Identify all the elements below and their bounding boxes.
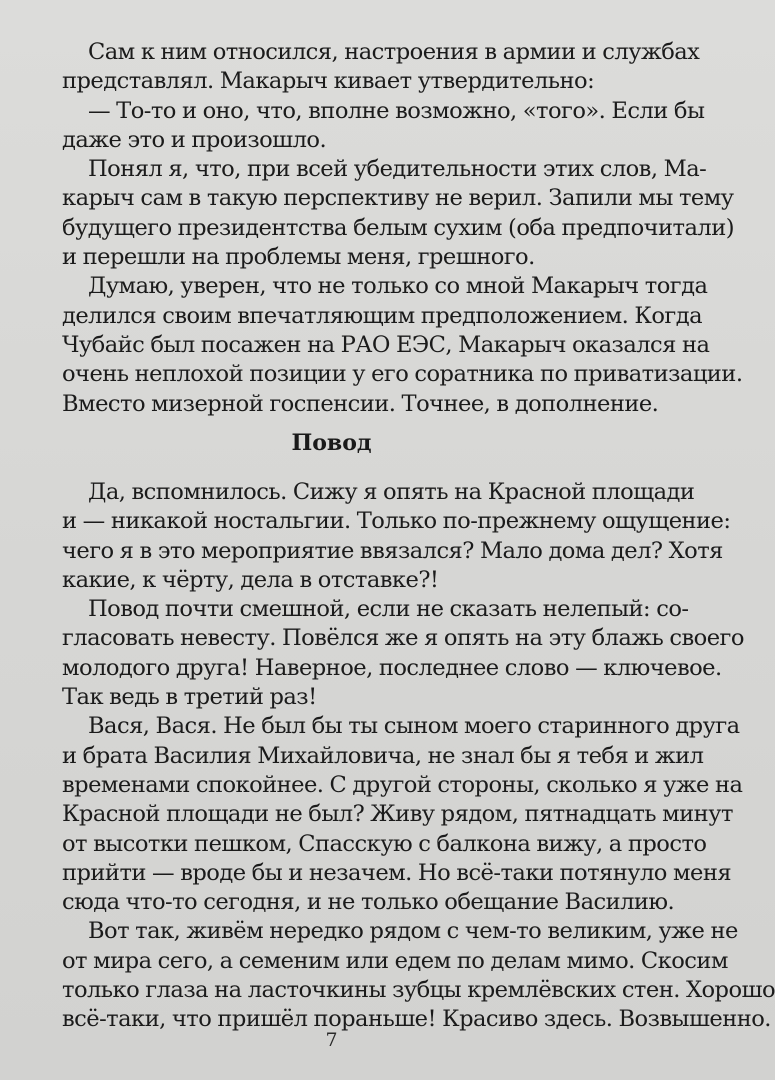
text-line: молодого друга! Наверное, последнее слово — ключевое. — [62, 654, 722, 681]
text-line: какие, к чёрту, дела в отставке?! — [62, 566, 439, 593]
section-heading: Повод — [291, 430, 372, 456]
text-line: и перешли на проблемы меня, грешного. — [62, 244, 535, 271]
text-line: очень неплохой позиции у его соратника по приватизации. — [62, 361, 743, 388]
text-line: прийти — вроде бы и незачем. Но всё-таки потянуло меня — [62, 859, 732, 886]
text-line: — То-то и оно, что, вполне возможно, «того». Если бы — [88, 97, 705, 124]
paragraph — [62, 38, 700, 97]
text-line: представлял. Макарыч кивает утвердительно: — [62, 68, 595, 95]
text-line: Вот так, живём нередко рядом с чем-то великим, уже не — [88, 918, 738, 945]
text-line: только глаза на ласточкины зубцы кремлёвских стен. Хорошо — [62, 977, 775, 1004]
text-line: карыч сам в такую перспективу не верил. Запили мы тему — [62, 185, 734, 212]
text-line: Думаю, уверен, что не только со мной Макарыч тогда — [88, 273, 708, 300]
text-line: Повод почти смешной, если не сказать нелепый: со- — [88, 596, 689, 623]
paragraph — [62, 272, 743, 418]
text-line: от мира сего, а семеним или едем по делам мимо. Скосим — [62, 947, 728, 974]
text-line: Понял я, что, при всей убедительности этих слов, Ма- — [88, 156, 707, 183]
page-number: 7 — [325, 1029, 338, 1051]
text-line: Так ведь в третий раз! — [62, 684, 317, 711]
text-line: Чубайс был посажен на РАО ЕЭС, Макарыч оказался на — [62, 331, 710, 358]
text-line: от высотки пешком, Спасскую с балкона вижу, а просто — [62, 830, 707, 857]
paragraph — [62, 712, 743, 917]
text-line: гласовать невесту. Повёлся же я опять на эту блажь своего — [62, 625, 744, 652]
text-block-top — [62, 38, 743, 419]
text-line: Сам к ним относился, настроения в армии и службах — [88, 39, 700, 65]
text-line: Вместо мизерной госпенсии. Точнее, в дополнение. — [62, 390, 659, 417]
paragraph — [62, 97, 705, 156]
paragraph — [62, 595, 744, 712]
text-line: делился своим впечатляющим предположением. Когда — [62, 302, 702, 329]
text-line: всё-таки, что пришёл пораньше! Красиво здесь. Возвышенно. — [62, 1006, 771, 1033]
text-line: временами спокойнее. С другой стороны, сколько я уже на — [62, 771, 743, 798]
text-line: Красной площади не был? Живу рядом, пятнадцать минут — [62, 801, 733, 828]
text-line: Вася, Вася. Не был бы ты сыном моего старинного друга — [88, 713, 740, 740]
text-line: и брата Василия Михайловича, не знал бы я тебя и жил — [62, 742, 704, 769]
text-line: даже это и произошло. — [62, 126, 327, 153]
paragraph — [62, 478, 731, 595]
text-line: чего я в это мероприятие ввязался? Мало дома дел? Хотя — [62, 537, 723, 564]
paragraph — [62, 917, 775, 1034]
text-block-bottom — [62, 478, 775, 1035]
text-line: сюда что-то сегодня, и не только обещание Василию. — [62, 889, 675, 916]
text-line: Да, вспомнилось. Сижу я опять на Красной площади — [88, 479, 695, 505]
paragraph — [62, 155, 734, 272]
text-line: будущего президентства белым сухим (оба предпочитали) — [62, 214, 734, 241]
text-line: и — никакой ностальгии. Только по-прежнему ощущение: — [62, 508, 731, 535]
